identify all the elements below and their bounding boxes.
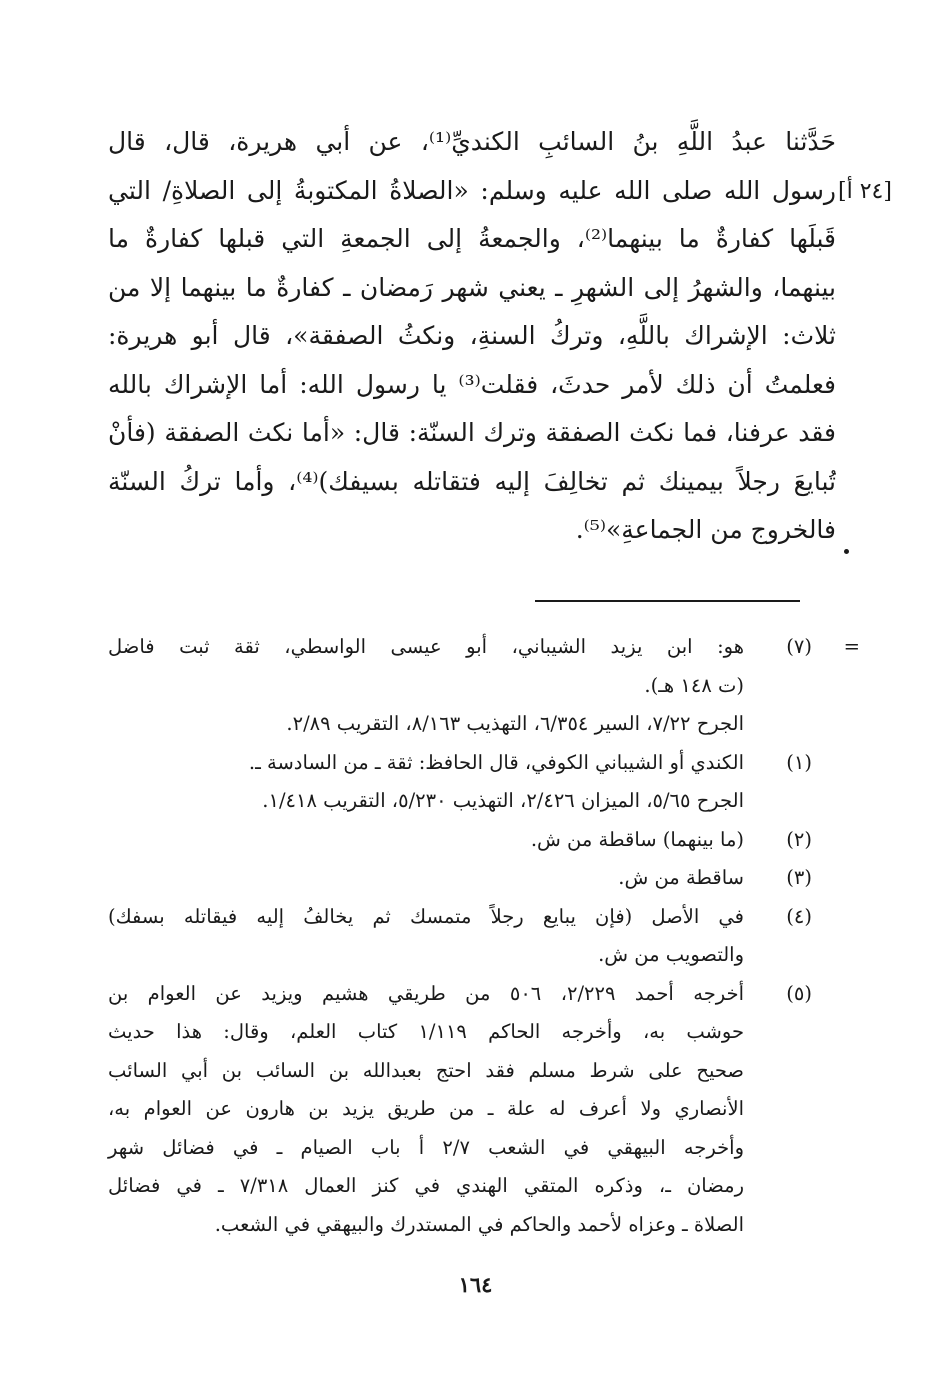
- footnote-line: هو: ابن يزيد الشيباني، أبو عيسى الواسطي، ثقة ثبت فاضل: [108, 635, 744, 658]
- footnote-line: أخرجه أحمد ٢/٢٢٩، ٥٠٦ من طريقي هشيم ويزيد عن العوام بن: [108, 981, 744, 1005]
- footnotes-section: [108, 628, 860, 1244]
- main-text-line: فقد عرفنا، فما نكث الصفقة وترك السنّة: قال: «أما نكث الصفقة (فأنْ: [108, 418, 836, 447]
- main-text-line: رسول الله صلى الله عليه وسلم: «الصلاةُ المكتوبةُ إلى الصلاةِ/ التي: [108, 175, 836, 205]
- footnote-marker: (٢): [786, 827, 812, 851]
- footnote-separator: [535, 600, 800, 602]
- footnote-citation-line: الجرح ٥/٦٥، الميزان ٢/٤٢٦، التهذيب ٥/٢٣٠، التقريب ١/٤١٨.: [262, 789, 744, 812]
- footnote-line: (ت ١٤٨ هـ).: [644, 673, 744, 697]
- footnote-marker: (١): [786, 750, 812, 774]
- margin-dot-mark: [844, 549, 849, 554]
- footnote-item: [108, 898, 840, 975]
- footnote-line: والتصويب من ش.: [598, 943, 744, 966]
- continuation-mark: =: [843, 635, 860, 658]
- main-text-line: قَبلَها كفارةٌ ما بينهما⁽²⁾، والجمعةُ إلى الجمعةِ التي قبلها كفارةٌ ما: [108, 224, 836, 253]
- footnote-line: الأنصاري ولا أعرف له علة ـ من طريق يزيد بن هارون عن العوام به،: [108, 1097, 744, 1120]
- footnote-item: [108, 628, 860, 705]
- footnote-marker: (٣): [786, 866, 812, 889]
- footnote-marker: (٤): [786, 904, 812, 928]
- footnote-line: صحيح على شرط مسلم فقد احتج بعبدالله بن السائب بن أبي السائب: [108, 1058, 744, 1082]
- footnote-line: (ما بينهما) ساقطة من ش.: [530, 827, 744, 851]
- footnote-line: الصلاة ـ وعزاه لأحمد والحاكم في المستدرك والبيهقي في الشعب.: [214, 1212, 744, 1236]
- manuscript-folio-reference: [٢٤ أ]: [838, 179, 892, 204]
- footnote-item: [108, 744, 840, 783]
- footnote-line: ساقطة من ش.: [618, 866, 744, 889]
- footnote-line: حوشب به، وأخرجه الحاكم ١/١١٩ كتاب العلم، وقال: هذا حديث: [108, 1020, 745, 1043]
- footnote-marker: (٥): [786, 981, 812, 1005]
- hadith-main-text: [108, 118, 836, 555]
- footnote-line: الكندي أو الشيباني الكوفي، قال الحافظ: ثقة ـ من السادسة ـ.: [248, 750, 744, 774]
- footnote-item: [108, 821, 840, 860]
- footnote-line: رمضان ـ، وذكره المتقي الهندي في كنز العمال ٧/٣١٨ ـ في فضائل: [108, 1174, 744, 1197]
- main-text-line: فعلمتُ أن ذلك لأمر حدثَ، فقلت⁽³⁾ يا رسول الله: أما الإشراك بالله: [108, 369, 836, 399]
- footnote-line: وأخرجه البيهقي في الشعب ٢/٧ أ باب الصيام ـ في فضائل شهر: [108, 1135, 744, 1159]
- main-text-line: ثلاث: الإشراك باللَّهِ، وتركُ السنةِ، ونكثُ الصفقة»، قال أبو هريرة:: [108, 321, 836, 350]
- footnote-item: [108, 859, 840, 898]
- main-text-line: فالخروج من الجماعةِ»⁽⁵⁾.: [575, 515, 836, 544]
- page-number: ١٦٤: [458, 1272, 493, 1297]
- footnote-item: [108, 975, 840, 1245]
- main-text-line: حَدَّثنا عبدُ اللَّهِ بنُ السائبِ الكنديِّ⁽¹⁾، عن أبي هريرة، قال، قال: [108, 127, 836, 156]
- footnote-citation-line: الجرح ٧/٢٢، السير ٦/٣٥٤، التهذيب ٨/١٦٣، التقريب ٢/٨٩.: [286, 712, 744, 735]
- footnote-marker: (٧): [786, 635, 812, 658]
- footnote-line: في الأصل (فإن يبايع رجلاً متمسك ثم يخالفُ إليه فيقاتله بسفك): [108, 904, 744, 928]
- main-text-line: بينهما، والشهرُ إلى الشهرِ ـ يعني شهر رَمضان ـ كفارةٌ ما بينهما إلا من: [108, 272, 836, 302]
- main-text-line: تُبايعَ رجلاً بيمينك ثم تخالِفَ إليه فتقاتله بسيفك)⁽⁴⁾، وأما تركُ السنّة: [108, 466, 836, 496]
